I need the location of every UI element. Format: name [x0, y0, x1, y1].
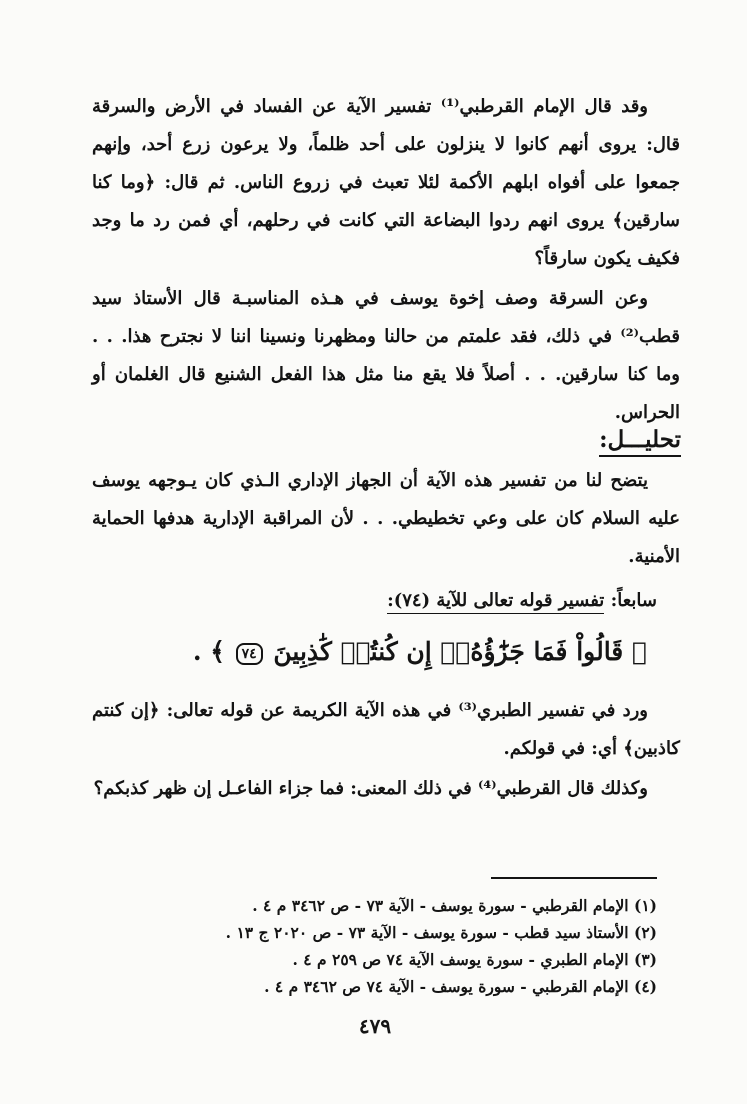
section-heading	[387, 590, 657, 611]
paragraph-qurtubi-meaning: وكذلك قال القرطبي⁽⁴⁾ في ذلك المعنى: فما جزاء الفاعـل إن ظهر كذبكم؟	[93, 778, 648, 799]
section-title: تفسير قوله تعالى للآية (٧٤):	[387, 590, 604, 614]
top-text-block	[92, 88, 680, 432]
footnote-divider	[491, 877, 657, 879]
footnote-item: (٤) الإمام القرطبي - سورة يوسف - الآية ٧٤ ص ٣٤٦٢ م ٤ .	[264, 977, 657, 996]
verse-open-bracket: ﴿	[631, 637, 647, 666]
section-number-label: سابعاً:	[610, 590, 657, 611]
footnote-item: (٣) الإمام الطبري - سورة يوسف الآية ٧٤ ص ٢٥٩ م ٤ .	[292, 950, 657, 969]
paragraph-tabari: ورد في تفسير الطبري⁽³⁾ في هذه الآية الكريمة عن قوله تعالى: ﴿إن كنتم كاذبين﴾ أي: في قولكم.	[92, 700, 680, 759]
footnote-item: (٢) الأستاذ سيد قطب - سورة يوسف - الآية ٧٣ - ص ٢٠٢٠ ج ١٣ .	[225, 923, 657, 942]
analysis-paragraph: يتضح لنا من تفسير هذه الآية أن الجهاز الإداري الـذي كان يـوجهه يوسف عليه السلام كان على وعي تخطيطي. . . لأن المراقبة الإدارية هدفها الحماية الأمنية.	[92, 470, 680, 567]
footnote-item: (١) الإمام القرطبي - سورة يوسف - الآية ٧٣ - ص ٣٤٦٢ م ٤ .	[252, 896, 657, 915]
verse-text: قَالُواْ فَمَا جَزَٰٓؤُهُۥٓ إِن كُنتُمۡ كَٰذِبِينَ	[273, 637, 624, 666]
ayah-number-badge: ٧٤	[236, 643, 263, 665]
analysis-block	[92, 462, 680, 576]
paragraph-qurtubi-theft: وقد قال الإمام القرطبي⁽¹⁾ تفسير الآية عن الفساد في الأرض والسرقة قال: يروى أنهم كانوا لا ينزلون على أحد ظلماً، ولا يرعون زرع أحد، وإنهم جمعوا على أفواه ابلهم الأكمة لئلا تعبث في زروع الناس. ثم قال: ﴿وما كنا سارقين﴾ يروى انهم ردوا البضاعة التي كانت في رحلهم، أي فمن رد ما وجد فكيف يكون سارقاً؟	[92, 96, 680, 269]
verse-close-bracket: ﴾ .	[192, 637, 225, 666]
analysis-heading	[599, 426, 681, 457]
paragraph-sayyid-qutb: وعن السرقة وصف إخوة يوسف في هـذه المناسبـة قال الأستاذ سيد قطب⁽²⁾ في ذلك، فقد علمتم من حالنا ومظهرنا ونسينا اننا لا نجترح هذا. . . وما كنا سارقين. . . أصلاً فلا يقع منا مثل هذا الفعل الشنيع قال الغلمان أو الحراس.	[92, 288, 680, 423]
bottom-text-block	[92, 692, 680, 808]
analysis-heading-text: تحليـــل:	[599, 426, 681, 453]
quran-verse	[87, 632, 647, 672]
page-number: ٤٧٩	[358, 1014, 392, 1038]
footnotes-list	[97, 892, 657, 1000]
